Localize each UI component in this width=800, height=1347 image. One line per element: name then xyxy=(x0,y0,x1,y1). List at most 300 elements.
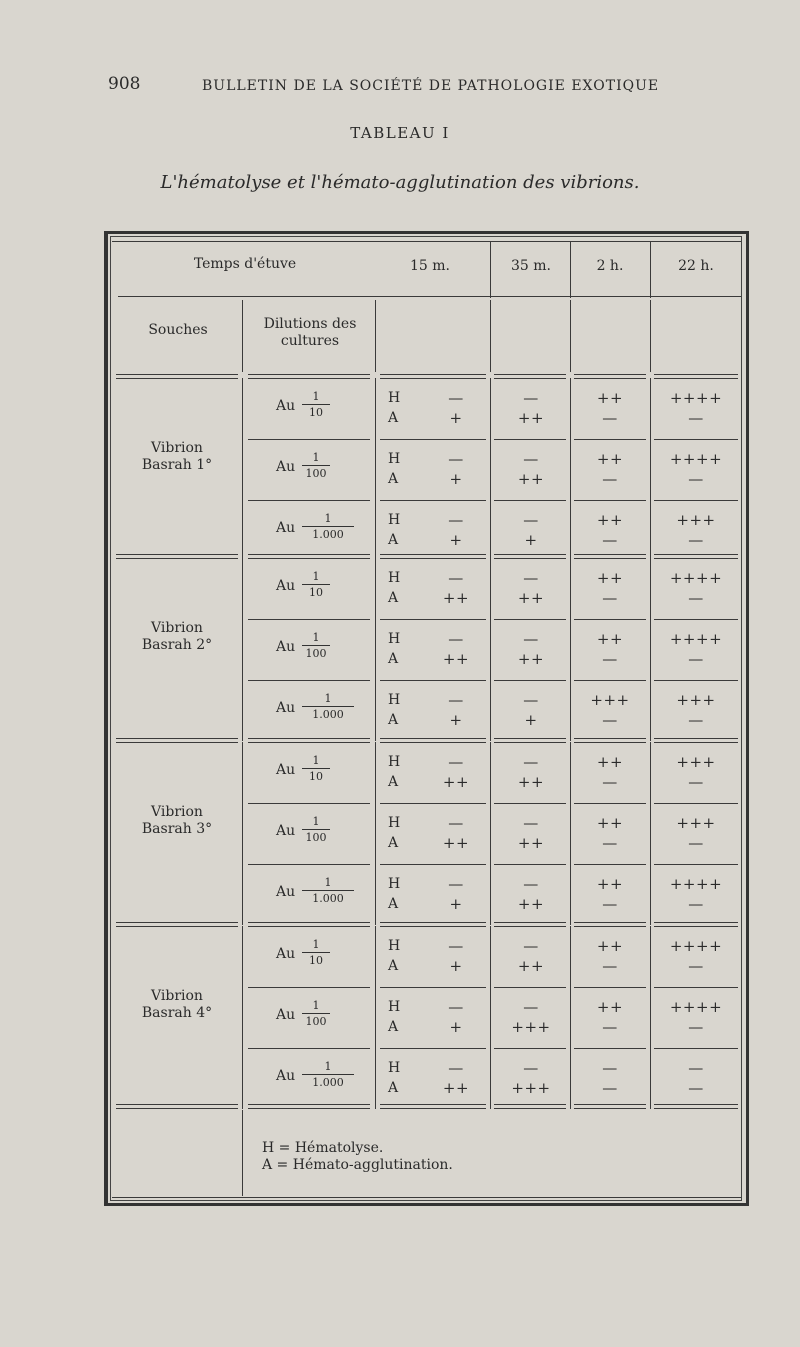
group-2-row-0-a-1: ++ xyxy=(517,773,545,791)
group-3-row-2-label-a: A xyxy=(388,1080,399,1096)
group-0-col-divider-1 xyxy=(570,378,571,561)
group-2-row-1-label-h: H xyxy=(388,815,401,831)
group-0-row-1-rule-c3 xyxy=(574,439,646,440)
group-3-row-2-rule-c4 xyxy=(654,1048,738,1049)
fraction-bar xyxy=(302,1013,330,1014)
group-2-row-0-fraction xyxy=(302,754,330,783)
group-3-row-0-label-h: H xyxy=(388,938,401,954)
group-2-row-2-h-0: — xyxy=(448,875,464,893)
group-0-row-2-rule-c2 xyxy=(494,500,566,501)
group-1-row-1-a-0: ++ xyxy=(442,650,470,668)
group-2-row-2-h-2: ++ xyxy=(596,875,624,893)
group-3-name-line1: Vibrion xyxy=(151,988,203,1004)
group-2-row-2-a-3: — xyxy=(688,895,704,913)
group-1-top-rule-dil xyxy=(248,554,370,559)
group-3-row-1-a-1: +++ xyxy=(511,1018,551,1036)
group-2-row-2-h-3: ++++ xyxy=(669,875,723,893)
group-0-top-rule-souche xyxy=(116,374,238,379)
fraction-denominator: 100 xyxy=(305,467,327,480)
fraction-numerator: 1 xyxy=(312,390,320,403)
group-0-row-0-a-0: + xyxy=(449,409,463,427)
group-3-row-2-a-2: — xyxy=(602,1079,618,1097)
group-3-row-0-h-3: ++++ xyxy=(669,937,723,955)
group-1-row-1-rule-dil xyxy=(248,619,370,620)
group-0-row-1-h-2: ++ xyxy=(596,450,624,468)
group-3-top-rule-c3 xyxy=(574,922,646,927)
group-0-row-1-fraction xyxy=(302,451,330,480)
group-2-row-1-rule-c1 xyxy=(380,803,486,804)
group-1-row-2-h-2: +++ xyxy=(590,691,630,709)
group-2-row-1-h-2: ++ xyxy=(596,814,624,832)
group-3-row-0-a-1: ++ xyxy=(517,957,545,975)
group-3-row-1-au: Au xyxy=(276,1007,296,1023)
group-3-top-rule-souche xyxy=(116,922,238,927)
group-3-row-2-label-h: H xyxy=(388,1060,401,1076)
group-1-row-0-h-3: ++++ xyxy=(669,569,723,587)
group-2-row-1-h-0: — xyxy=(448,814,464,832)
group-0-row-1-h-0: — xyxy=(448,450,464,468)
group-2-row-1-rule-c2 xyxy=(494,803,566,804)
group-2-row-0-a-0: ++ xyxy=(442,773,470,791)
group-0-row-0-h-3: ++++ xyxy=(669,389,723,407)
group-0-row-1-h-1: — xyxy=(523,450,539,468)
group-1-row-2-h-3: +++ xyxy=(676,691,716,709)
fraction-bar xyxy=(302,706,354,707)
group-1-row-2-au: Au xyxy=(276,700,296,716)
group-3-row-1-h-0: — xyxy=(448,998,464,1016)
group-0-row-1-rule-c4 xyxy=(654,439,738,440)
group-1-col-divider-0 xyxy=(490,558,491,741)
group-1-row-2-h-0: — xyxy=(448,691,464,709)
group-2-col-divider-1 xyxy=(570,742,571,925)
group-0-row-0-label-a: A xyxy=(388,410,399,426)
group-2-top-rule-c1 xyxy=(380,738,486,743)
group-1-row-0-au: Au xyxy=(276,578,296,594)
fraction-numerator: 1 xyxy=(312,754,320,767)
group-0-row-2-a-1: + xyxy=(524,531,538,549)
group-0-top-rule-c4 xyxy=(654,374,738,379)
group-2-col-divider-0 xyxy=(490,742,491,925)
group-0-row-2-a-2: — xyxy=(602,531,618,549)
group-0-row-2-h-0: — xyxy=(448,511,464,529)
fraction-numerator: 1 xyxy=(312,815,320,828)
group-2-row-1-rule-c3 xyxy=(574,803,646,804)
group-3-row-0-au: Au xyxy=(276,946,296,962)
group-3-row-2-a-1: +++ xyxy=(511,1079,551,1097)
group-3-row-2-h-1: — xyxy=(523,1059,539,1077)
group-0-row-1-a-0: + xyxy=(449,470,463,488)
group-3-row-1-rule-c2 xyxy=(494,987,566,988)
group-3-col-divider-0 xyxy=(490,926,491,1109)
group-3-row-2-au: Au xyxy=(276,1068,296,1084)
group-0-row-1-label-h: H xyxy=(388,451,401,467)
group-3-top-rule-dil xyxy=(248,922,370,927)
group-3-row-2-h-2: — xyxy=(602,1059,618,1077)
group-0-row-0-a-2: — xyxy=(602,409,618,427)
group-0-row-1-rule-c1 xyxy=(380,439,486,440)
group-1-top-rule-c4 xyxy=(654,554,738,559)
group-1-row-2-rule-dil xyxy=(248,680,370,681)
group-0-name-line2: Basrah 1° xyxy=(141,457,213,473)
group-2-row-1-a-3: — xyxy=(688,834,704,852)
group-1-top-rule-souche xyxy=(116,554,238,559)
group-3-row-0-h-2: ++ xyxy=(596,937,624,955)
header-rule xyxy=(118,296,741,297)
group-2-row-1-h-1: — xyxy=(523,814,539,832)
group-0-row-0-a-3: — xyxy=(688,409,704,427)
group-0-row-2-h-1: — xyxy=(523,511,539,529)
group-2-top-rule-dil xyxy=(248,738,370,743)
group-0-row-1-au: Au xyxy=(276,459,296,475)
group-3-name-line2: Basrah 4° xyxy=(141,1005,213,1021)
bottom-rule-dil xyxy=(248,1104,370,1109)
group-0-row-1-rule-c2 xyxy=(494,439,566,440)
group-1-row-0-h-1: — xyxy=(523,569,539,587)
group-3-top-rule-c1 xyxy=(380,922,486,927)
group-2-row-2-rule-c3 xyxy=(574,864,646,865)
group-2-row-1-label-a: A xyxy=(388,835,399,851)
bottom-rule-souche xyxy=(116,1104,238,1109)
group-1-row-1-a-2: — xyxy=(602,650,618,668)
group-3-row-0-h-0: — xyxy=(448,937,464,955)
header-time-0: 15 m. xyxy=(410,258,450,274)
group-0-top-rule-c3 xyxy=(574,374,646,379)
group-3-row-2-rule-c2 xyxy=(494,1048,566,1049)
group-3-divider-1 xyxy=(242,926,243,1109)
group-2-row-2-h-1: — xyxy=(523,875,539,893)
group-2-row-0-a-2: — xyxy=(602,773,618,791)
group-0-row-0-h-2: ++ xyxy=(596,389,624,407)
group-3-col-divider-1 xyxy=(570,926,571,1109)
group-1-row-1-h-1: — xyxy=(523,630,539,648)
header-time-2: 2 h. xyxy=(596,258,624,274)
table-label: TABLEAU I xyxy=(350,124,450,142)
group-2-row-2-fraction xyxy=(302,876,354,905)
fraction-bar xyxy=(302,952,330,953)
fraction-denominator: 1.000 xyxy=(312,1076,344,1089)
group-2-row-1-rule-c4 xyxy=(654,803,738,804)
group-3-row-1-label-a: A xyxy=(388,1019,399,1035)
group-0-row-2-label-h: H xyxy=(388,512,401,528)
fraction-denominator: 100 xyxy=(305,831,327,844)
fraction-numerator: 1 xyxy=(324,692,332,705)
group-2-row-1-a-2: — xyxy=(602,834,618,852)
group-1-row-1-fraction xyxy=(302,631,330,660)
group-2-top-rule-c3 xyxy=(574,738,646,743)
group-2-row-2-rule-c2 xyxy=(494,864,566,865)
fraction-bar xyxy=(302,584,330,585)
group-2-row-2-a-1: ++ xyxy=(517,895,545,913)
group-0-top-rule-c2 xyxy=(494,374,566,379)
subheader-col-divider-1 xyxy=(570,300,571,372)
group-2-name xyxy=(112,804,242,838)
group-1-row-1-rule-c1 xyxy=(380,619,486,620)
fraction-numerator: 1 xyxy=(312,938,320,951)
group-2-row-2-rule-dil xyxy=(248,864,370,865)
legend-divider xyxy=(242,1110,243,1196)
group-1-top-rule-c2 xyxy=(494,554,566,559)
group-3-row-1-a-3: — xyxy=(688,1018,704,1036)
table-title: L'hématolyse et l'hémato-agglutination des vibrions. xyxy=(160,172,640,193)
fraction-bar xyxy=(302,1074,354,1075)
group-3-row-2-rule-dil xyxy=(248,1048,370,1049)
group-0-row-1-a-2: — xyxy=(602,470,618,488)
group-1-name xyxy=(112,620,242,654)
group-1-top-rule-c1 xyxy=(380,554,486,559)
group-1-row-1-label-h: H xyxy=(388,631,401,647)
group-3-col-divider-2 xyxy=(650,926,651,1109)
fraction-bar xyxy=(302,829,330,830)
group-1-row-1-h-3: ++++ xyxy=(669,630,723,648)
group-3-row-2-a-3: — xyxy=(688,1079,704,1097)
group-2-row-2-au: Au xyxy=(276,884,296,900)
group-2-col-divider-2 xyxy=(650,742,651,925)
group-0-divider-2 xyxy=(375,378,376,561)
group-0-top-rule-c1 xyxy=(380,374,486,379)
fraction-denominator: 10 xyxy=(309,406,323,419)
group-1-name-line1: Vibrion xyxy=(151,620,203,636)
bottom-rule-c4 xyxy=(654,1104,738,1109)
fraction-bar xyxy=(302,526,354,527)
group-3-row-0-label-a: A xyxy=(388,958,399,974)
group-2-top-rule-souche xyxy=(116,738,238,743)
running-header: BULLETIN DE LA SOCIÉTÉ DE PATHOLOGIE EXOTIQUE xyxy=(202,78,660,94)
group-3-row-0-h-1: — xyxy=(523,937,539,955)
subheader-col-divider-2 xyxy=(650,300,651,372)
header-time-3: 22 h. xyxy=(678,258,714,274)
group-2-row-2-label-h: H xyxy=(388,876,401,892)
header-time-1: 35 m. xyxy=(511,258,551,274)
group-0-row-2-a-3: — xyxy=(688,531,704,549)
group-1-row-2-label-h: H xyxy=(388,692,401,708)
group-1-row-2-fraction xyxy=(302,692,354,721)
subheader-col-divider-0 xyxy=(490,300,491,372)
group-3-row-2-h-0: — xyxy=(448,1059,464,1077)
fraction-numerator: 1 xyxy=(324,512,332,525)
group-2-row-0-a-3: — xyxy=(688,773,704,791)
group-3-row-2-a-0: ++ xyxy=(442,1079,470,1097)
group-2-top-rule-c4 xyxy=(654,738,738,743)
group-3-row-1-h-1: — xyxy=(523,998,539,1016)
group-0-row-1-a-3: — xyxy=(688,470,704,488)
fraction-numerator: 1 xyxy=(324,1060,332,1073)
group-3-row-1-label-h: H xyxy=(388,999,401,1015)
group-3-row-1-h-3: ++++ xyxy=(669,998,723,1016)
fraction-denominator: 10 xyxy=(309,586,323,599)
group-0-row-2-a-0: + xyxy=(449,531,463,549)
legend-a: A = Hémato-agglutination. xyxy=(262,1157,453,1173)
group-2-row-1-au: Au xyxy=(276,823,296,839)
group-1-row-0-h-0: — xyxy=(448,569,464,587)
group-0-row-2-fraction xyxy=(302,512,354,541)
subheader-divider-2 xyxy=(375,300,376,372)
group-3-row-0-fraction xyxy=(302,938,330,967)
table-top-rule xyxy=(112,241,741,242)
group-2-name-line1: Vibrion xyxy=(151,804,203,820)
subheader-souches: Souches xyxy=(148,322,208,338)
group-1-row-0-label-a: A xyxy=(388,590,399,606)
group-1-row-2-a-1: + xyxy=(524,711,538,729)
group-1-name-line2: Basrah 2° xyxy=(141,637,213,653)
bottom-rule-c2 xyxy=(494,1104,566,1109)
group-0-row-2-h-2: ++ xyxy=(596,511,624,529)
page-number: 908 xyxy=(108,74,141,94)
fraction-numerator: 1 xyxy=(324,876,332,889)
group-1-col-divider-2 xyxy=(650,558,651,741)
header-col-divider-1 xyxy=(570,242,571,298)
group-1-row-1-rule-c3 xyxy=(574,619,646,620)
group-2-row-0-h-0: — xyxy=(448,753,464,771)
group-0-row-1-a-1: ++ xyxy=(517,470,545,488)
group-0-row-0-au: Au xyxy=(276,398,296,414)
group-3-top-rule-c2 xyxy=(494,922,566,927)
group-1-col-divider-1 xyxy=(570,558,571,741)
fraction-denominator: 100 xyxy=(305,647,327,660)
group-0-top-rule-dil xyxy=(248,374,370,379)
group-2-row-0-label-a: A xyxy=(388,774,399,790)
fraction-numerator: 1 xyxy=(312,570,320,583)
fraction-denominator: 1.000 xyxy=(312,892,344,905)
group-1-row-0-a-0: ++ xyxy=(442,589,470,607)
group-1-row-1-rule-c4 xyxy=(654,619,738,620)
group-2-row-2-label-a: A xyxy=(388,896,399,912)
group-3-row-2-h-3: — xyxy=(688,1059,704,1077)
group-3-row-0-a-3: — xyxy=(688,957,704,975)
group-3-top-rule-c4 xyxy=(654,922,738,927)
group-2-row-0-h-3: +++ xyxy=(676,753,716,771)
group-1-row-2-h-1: — xyxy=(523,691,539,709)
group-2-row-0-h-2: ++ xyxy=(596,753,624,771)
group-0-row-2-rule-c1 xyxy=(380,500,486,501)
group-2-row-0-h-1: — xyxy=(523,753,539,771)
group-2-row-0-au: Au xyxy=(276,762,296,778)
group-3-row-1-a-2: — xyxy=(602,1018,618,1036)
header-col-divider-0 xyxy=(490,242,491,298)
fraction-denominator: 1.000 xyxy=(312,528,344,541)
group-1-row-0-fraction xyxy=(302,570,330,599)
group-1-row-2-rule-c1 xyxy=(380,680,486,681)
group-2-divider-2 xyxy=(375,742,376,925)
group-3-divider-2 xyxy=(375,926,376,1109)
fraction-numerator: 1 xyxy=(312,631,320,644)
group-3-row-1-rule-dil xyxy=(248,987,370,988)
group-0-row-0-label-h: H xyxy=(388,390,401,406)
group-1-row-1-rule-c2 xyxy=(494,619,566,620)
group-0-row-1-h-3: ++++ xyxy=(669,450,723,468)
subheader-dilutions: Dilutions des cultures xyxy=(263,316,357,349)
bottom-rule-c3 xyxy=(574,1104,646,1109)
group-2-row-1-h-3: +++ xyxy=(676,814,716,832)
group-2-divider-1 xyxy=(242,742,243,925)
group-0-row-1-rule-dil xyxy=(248,439,370,440)
group-3-row-2-fraction xyxy=(302,1060,354,1089)
group-2-top-rule-c2 xyxy=(494,738,566,743)
group-3-name xyxy=(112,988,242,1022)
group-2-row-1-rule-dil xyxy=(248,803,370,804)
group-1-row-1-a-3: — xyxy=(688,650,704,668)
group-1-row-1-h-2: ++ xyxy=(596,630,624,648)
group-0-name-line1: Vibrion xyxy=(151,440,203,456)
group-1-row-0-a-3: — xyxy=(688,589,704,607)
group-0-name xyxy=(112,440,242,474)
group-1-row-0-label-h: H xyxy=(388,570,401,586)
group-1-divider-1 xyxy=(242,558,243,741)
group-2-row-2-rule-c4 xyxy=(654,864,738,865)
group-1-row-2-a-2: — xyxy=(602,711,618,729)
group-1-row-2-a-0: + xyxy=(449,711,463,729)
fraction-denominator: 10 xyxy=(309,770,323,783)
group-1-top-rule-c3 xyxy=(574,554,646,559)
group-1-row-0-h-2: ++ xyxy=(596,569,624,587)
fraction-bar xyxy=(302,645,330,646)
fraction-bar xyxy=(302,890,354,891)
fraction-bar xyxy=(302,768,330,769)
group-0-row-0-h-1: — xyxy=(523,389,539,407)
group-0-row-2-label-a: A xyxy=(388,532,399,548)
fraction-denominator: 1.000 xyxy=(312,708,344,721)
group-1-row-1-label-a: A xyxy=(388,651,399,667)
group-3-row-1-rule-c3 xyxy=(574,987,646,988)
group-1-row-2-label-a: A xyxy=(388,712,399,728)
group-0-row-2-rule-dil xyxy=(248,500,370,501)
group-3-row-1-h-2: ++ xyxy=(596,998,624,1016)
fraction-denominator: 100 xyxy=(305,1015,327,1028)
group-1-row-1-au: Au xyxy=(276,639,296,655)
group-1-row-0-a-1: ++ xyxy=(517,589,545,607)
group-2-row-1-a-0: ++ xyxy=(442,834,470,852)
group-1-divider-2 xyxy=(375,558,376,741)
group-3-row-1-rule-c4 xyxy=(654,987,738,988)
group-2-row-1-fraction xyxy=(302,815,330,844)
group-2-row-0-label-h: H xyxy=(388,754,401,770)
group-3-row-0-a-2: — xyxy=(602,957,618,975)
group-1-row-1-h-0: — xyxy=(448,630,464,648)
group-3-row-2-rule-c3 xyxy=(574,1048,646,1049)
group-3-row-2-rule-c1 xyxy=(380,1048,486,1049)
group-0-row-2-rule-c4 xyxy=(654,500,738,501)
group-0-row-0-fraction xyxy=(302,390,330,419)
group-1-row-1-a-1: ++ xyxy=(517,650,545,668)
bottom-inner-rule xyxy=(112,1197,741,1198)
group-0-row-2-rule-c3 xyxy=(574,500,646,501)
group-1-row-2-a-3: — xyxy=(688,711,704,729)
group-1-row-2-rule-c4 xyxy=(654,680,738,681)
group-0-row-0-h-0: — xyxy=(448,389,464,407)
header-col-divider-2 xyxy=(650,242,651,298)
group-2-row-2-a-0: + xyxy=(449,895,463,913)
group-0-row-2-h-3: +++ xyxy=(676,511,716,529)
bottom-rule-c1 xyxy=(380,1104,486,1109)
group-1-row-2-rule-c3 xyxy=(574,680,646,681)
group-3-row-1-rule-c1 xyxy=(380,987,486,988)
fraction-bar xyxy=(302,404,330,405)
fraction-numerator: 1 xyxy=(312,451,320,464)
group-0-row-2-au: Au xyxy=(276,520,296,536)
group-3-row-0-a-0: + xyxy=(449,957,463,975)
group-2-row-1-a-1: ++ xyxy=(517,834,545,852)
group-3-row-1-a-0: + xyxy=(449,1018,463,1036)
legend-h: H = Hématolyse. xyxy=(262,1140,384,1156)
group-0-divider-1 xyxy=(242,378,243,561)
header-temps: Temps d'étuve xyxy=(193,256,297,272)
group-0-col-divider-2 xyxy=(650,378,651,561)
fraction-bar xyxy=(302,465,330,466)
group-1-row-0-a-2: — xyxy=(602,589,618,607)
group-0-row-0-a-1: ++ xyxy=(517,409,545,427)
fraction-denominator: 10 xyxy=(309,954,323,967)
group-2-row-2-rule-c1 xyxy=(380,864,486,865)
group-2-name-line2: Basrah 3° xyxy=(141,821,213,837)
